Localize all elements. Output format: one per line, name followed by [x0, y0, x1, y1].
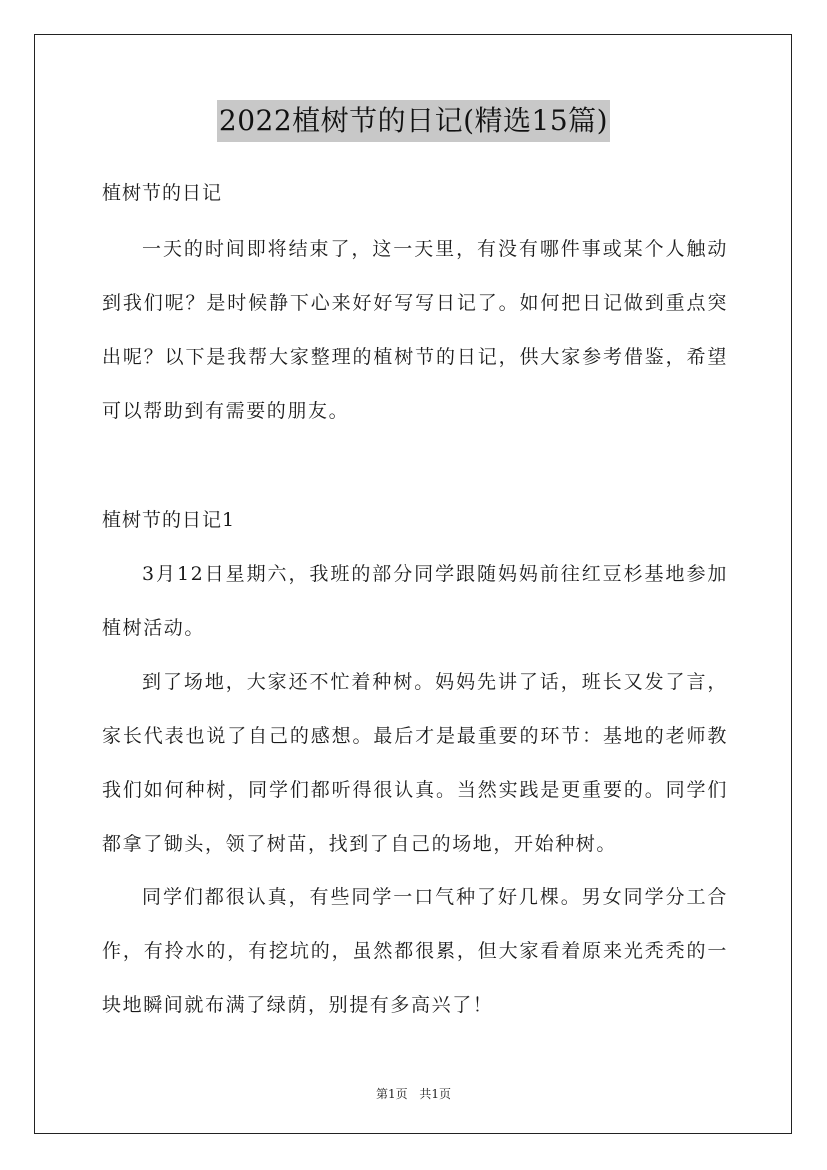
document-title: 2022植树节的日记(精选15篇)	[217, 100, 610, 142]
intro-paragraph: 一天的时间即将结束了，这一天里，有没有哪件事或某个人触动到我们呢？是时候静下心来好好写写日记了。如何把日记做到重点突出呢？以下是我帮大家整理的植树节的日记，供大家参考借鉴，希望可以帮助到有需要的朋友。	[102, 238, 728, 422]
page-footer	[0, 1085, 827, 1102]
section1-heading: 植树节的日记1	[102, 509, 236, 531]
intro-heading: 植树节的日记	[102, 182, 223, 204]
title-container	[0, 100, 827, 142]
section1-paragraph-1: 3月12日星期六，我班的部分同学跟随妈妈前往红豆杉基地参加植树活动。	[102, 563, 728, 639]
page-number-current: 第1页	[375, 1087, 408, 1101]
page-number-total: 共1页	[419, 1087, 452, 1101]
section1-paragraph-2: 到了场地，大家还不忙着种树。妈妈先讲了话，班长又发了言，家长代表也说了自己的感想。最后才是最重要的环节：基地的老师教我们如何种树，同学们都听得很认真。当然实践是更重要的。同学们都拿了锄头，领了树苗，找到了自己的场地，开始种树。	[102, 671, 728, 855]
section1-paragraph-3: 同学们都很认真，有些同学一口气种了好几棵。男女同学分工合作，有拎水的，有挖坑的，虽然都很累，但大家看着原来光秃秃的一块地瞬间就布满了绿荫，别提有多高兴了！	[102, 886, 728, 1016]
